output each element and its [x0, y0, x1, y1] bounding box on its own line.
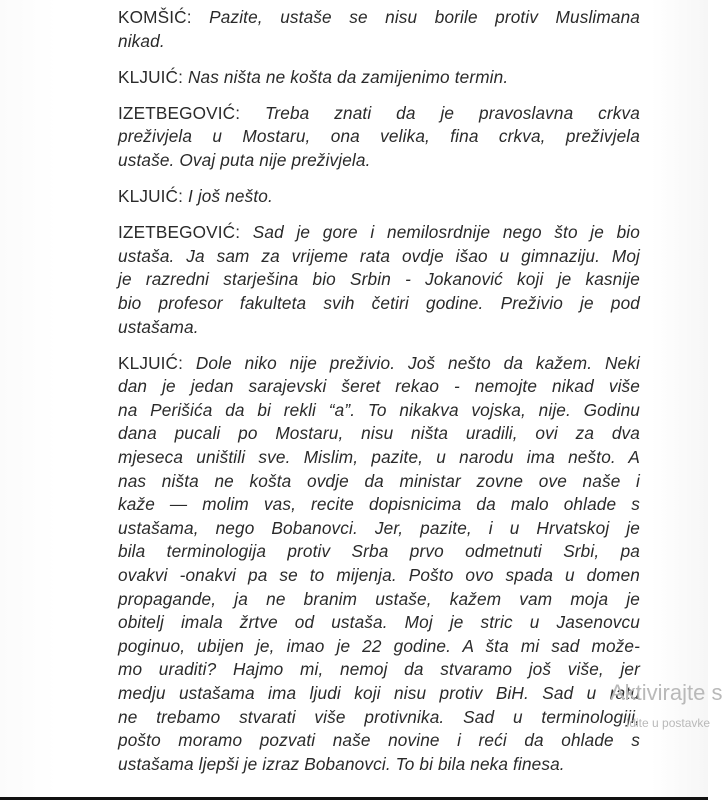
- line-text: mo uraditi? Hajmo mi, nemoj da stvaramo još više, jer: [118, 659, 640, 680]
- text-line: [118, 753, 640, 777]
- text-line: [118, 292, 640, 316]
- text-line: [118, 706, 640, 730]
- line-text: Pazite, ustaše se nisu borile protiv Muslimana: [209, 7, 640, 27]
- line-text: je razredni starješina bio Srbin - Jokanović koji je kasnije: [118, 269, 640, 290]
- line-text: na Perišića da bi rekli “a”. To nikakva vojska, nije. Godinu: [118, 399, 640, 420]
- text-line: [118, 66, 640, 90]
- line-text: Nas ništa ne košta da zamijenimo termin.: [187, 66, 509, 87]
- paragraph: [118, 66, 640, 90]
- line-text: ustaše. Ovaj puta nije preživjela.: [118, 149, 371, 170]
- line-text: ovakvi -onakvi pa se to mijenja. Pošto ovo spada u domen: [118, 564, 640, 585]
- text-line: [118, 635, 640, 659]
- line-text: Sad je gore i nemilosrdnije nego što je bio: [252, 222, 640, 243]
- line-text: bila terminologija protiv Srba prvo odmetnuti Srbi, pa: [118, 541, 640, 562]
- speaker-name: KOMŠIĆ:: [118, 7, 192, 27]
- text-line: [118, 352, 640, 376]
- paragraph: [118, 352, 640, 777]
- text-line: [118, 149, 640, 173]
- paragraph: [118, 221, 640, 339]
- text-line: [118, 221, 640, 245]
- paragraph: [118, 6, 640, 53]
- text-line: [118, 268, 640, 292]
- line-text: ustašama ljepši je izraz Bobanovci. To bi bila neka finesa.: [118, 753, 565, 774]
- line-text: propagande, ja ne branim ustaše, kažem vam moja je: [118, 588, 640, 609]
- line-text: obitelj imala žrtve od ustaša. Moj je stric u Jasenovcu: [118, 612, 640, 633]
- text-line: [118, 493, 640, 517]
- line-text: Dole niko nije preživio. Još nešto da kažem. Neki: [195, 352, 640, 373]
- transcript-text: [118, 6, 640, 789]
- line-text: nikad.: [118, 30, 165, 51]
- speaker-name: KLJUIĆ:: [118, 352, 184, 373]
- text-line: [118, 729, 640, 753]
- watermark-title: Aktivirajte s: [610, 680, 722, 705]
- line-text: pošto moramo pozvati naše novine i reći da ohlade s: [118, 730, 640, 751]
- line-text: mjeseca uništili sve. Mislim, pazite, u narodu ima nešto. A: [118, 447, 640, 467]
- line-text: bio profesor fakulteta svih četiri godine. Preživio je pod: [118, 292, 640, 313]
- line-text: kaže — molim vas, recite dopisnicima da malo ohlade s: [118, 494, 640, 515]
- line-text: ustašama.: [118, 316, 199, 337]
- watermark-subtitle: Idite u postavke: [626, 716, 711, 730]
- text-line: [118, 658, 640, 682]
- text-line: [118, 6, 640, 30]
- speaker-name: IZETBEGOVIĆ:: [118, 102, 241, 123]
- line-text: Treba znati da je pravoslavna crkva: [265, 102, 640, 123]
- text-line: [118, 30, 640, 54]
- speaker-name: KLJUIĆ:: [118, 186, 184, 207]
- text-line: [118, 540, 640, 564]
- text-line: [118, 564, 640, 588]
- text-line: [118, 245, 640, 269]
- line-text: preživjela u Mostaru, ona velika, fina crkva, preživjela: [118, 126, 640, 147]
- text-line: [118, 611, 640, 635]
- line-text: I još nešto.: [187, 186, 273, 207]
- text-line: [118, 588, 640, 612]
- text-line: [118, 446, 640, 470]
- speaker-name: KLJUIĆ:: [118, 66, 184, 87]
- line-text: dana pucali po Mostaru, nisu ništa uradili, ovi za dva: [118, 423, 640, 444]
- line-text: nas ništa ne košta ovdje da ministar zovne ove naše i: [118, 470, 640, 491]
- line-text: ne trebamo stvarati više protivnika. Sad u terminologiji,: [118, 706, 640, 727]
- line-text: poginuo, ubijen je, imao je 22 godine. A šta mi sad može-: [118, 635, 640, 656]
- text-line: [118, 125, 640, 149]
- text-line: [118, 422, 640, 446]
- text-line: [118, 470, 640, 494]
- line-text: dan je jedan sarajevski šeret rekao - nemojte nikad više: [118, 376, 640, 397]
- line-text: ustašama, nego Bobanovci. Jer, pazite, i u Hrvatskoj je: [118, 517, 640, 538]
- text-line: [118, 399, 640, 423]
- line-text: ustaša. Ja sam za vrijeme rata ovdje išao u gimnaziju. Moj: [118, 245, 640, 266]
- text-line: [118, 517, 640, 541]
- text-line: [118, 185, 640, 209]
- paragraph: [118, 102, 640, 173]
- text-line: [118, 682, 640, 706]
- text-line: [118, 375, 640, 399]
- line-text: medju ustašama ima ljudi koji nisu protiv BiH. Sad u ratu: [118, 682, 640, 703]
- paragraph: [118, 185, 640, 209]
- text-line: [118, 102, 640, 126]
- speaker-name: IZETBEGOVIĆ:: [118, 222, 241, 243]
- text-line: [118, 316, 640, 340]
